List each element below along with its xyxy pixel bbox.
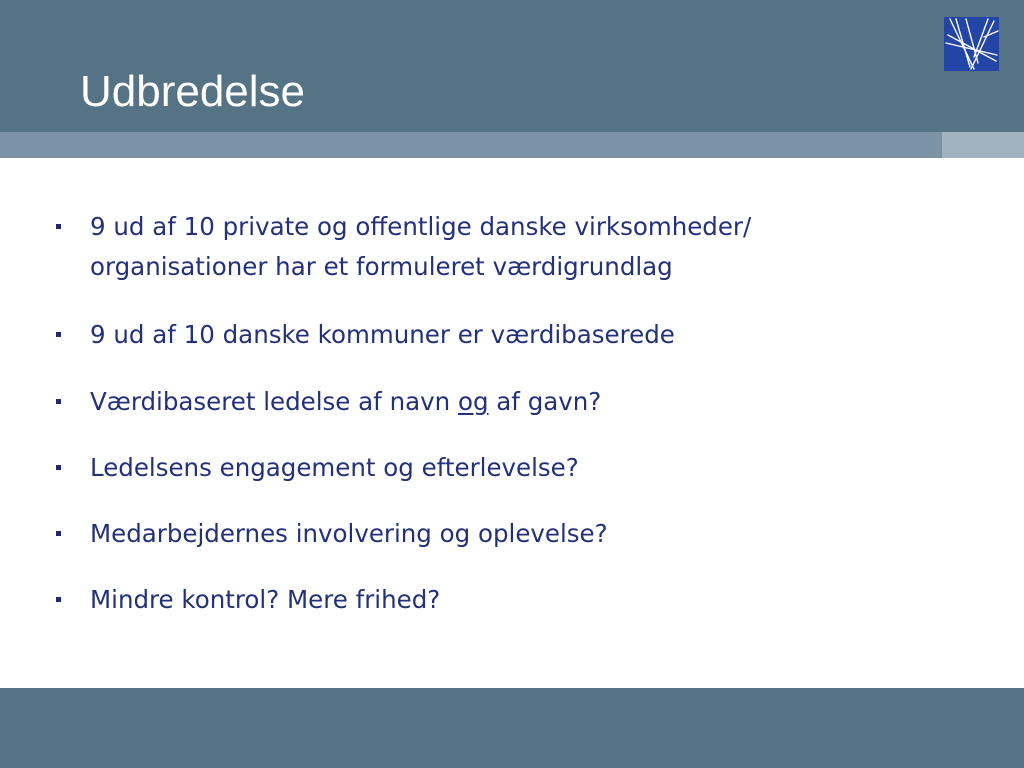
- header-stripe: [0, 132, 942, 158]
- text-segment: af gavn?: [488, 387, 602, 416]
- underlined-word: og: [457, 387, 489, 416]
- square-bullet-icon: [56, 399, 61, 404]
- square-bullet-icon: [56, 224, 61, 229]
- list-item-text: [90, 382, 970, 422]
- square-bullet-icon: [56, 597, 61, 602]
- list-item-text: Mindre kontrol? Mere frihed?: [90, 585, 441, 614]
- header-stripe-accent: [942, 132, 1024, 158]
- list-item-line: 9 ud af 10 private og offentlige danske virksomheder/: [90, 212, 752, 241]
- text-segment: Værdibaseret ledelse af navn: [90, 387, 458, 416]
- slide-title: Udbredelse: [80, 67, 306, 116]
- list-item-text: Medarbejdernes involvering og oplevelse?: [90, 519, 608, 548]
- slide-footer: [0, 688, 1024, 768]
- square-bullet-icon: [56, 531, 61, 536]
- square-bullet-icon: [56, 332, 61, 337]
- logo-icon: [944, 17, 999, 71]
- square-bullet-icon: [56, 465, 61, 470]
- list-item-text: [90, 207, 970, 287]
- list-item-line: organisationer har et formuleret værdigrundlag: [90, 252, 673, 281]
- list-item-text: 9 ud af 10 danske kommuner er værdibaserede: [90, 320, 675, 349]
- list-item-text: Ledelsens engagement og efterlevelse?: [90, 453, 579, 482]
